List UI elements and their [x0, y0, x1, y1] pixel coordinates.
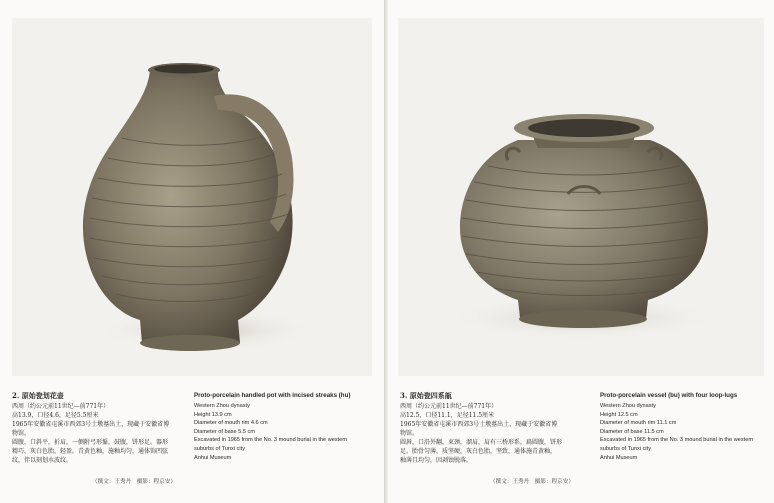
- handled-pot-photo: [12, 18, 372, 376]
- left-zh-line: 精巧，灰白色胎，轻盈。青黄色釉，施釉均匀，通体饰凹弦: [12, 448, 169, 455]
- left-zh-line: 圆腹，口斜平，折肩，一侧附弓形鋬，鼓腹，饼形足。器形: [12, 439, 169, 446]
- left-en-line: Diameter of base 5.5 cm: [194, 428, 255, 435]
- left-zh-line: 1965年安徽省屯溪市西郊3号土墩墓出土，现藏于安徽省博: [12, 421, 170, 428]
- right-en-line: Western Zhou dynasty: [600, 403, 656, 409]
- right-zh-line: 高12.5，口径11.1，足径11.5厘米: [400, 412, 495, 419]
- left-chinese-title: 2. 原始瓷划花壶: [12, 391, 64, 400]
- right-zh-line: 物馆。: [400, 430, 419, 437]
- left-en-line: Diameter of mouth rim 4.6 cm: [194, 420, 268, 427]
- right-en-line: Diameter of mouth rim 11.1 cm: [600, 420, 677, 427]
- left-zh-line: 高13.9，口径4.6，足径5.5厘米: [12, 412, 99, 419]
- right-zh-line: 足。胎骨匀薄，质坚硬，灰白色胎，坚致，通体施青黄釉，: [400, 448, 557, 455]
- left-page: [0, 0, 384, 503]
- four-lug-vessel-illustration: [398, 18, 764, 376]
- left-zh-line: 纹，伴以刻划水波纹。: [12, 457, 73, 464]
- right-en-line: Height 12.5 cm: [600, 411, 638, 418]
- left-en-line: suburbs of Tunxi city: [194, 445, 245, 452]
- right-credit: （撰文：王秀丹 摄影：程京安）: [490, 479, 574, 485]
- left-en-line: Western Zhou dynasty: [194, 403, 250, 409]
- right-zh-line: 1965年安徽省屯溪市西郊3号土墩墓出土，现藏于安徽省博: [400, 421, 558, 428]
- right-page: [388, 0, 774, 503]
- left-en-line: Excavated in 1965 from the No. 3 mound burial in the western: [194, 437, 348, 444]
- left-en-line: Anhui Museum: [194, 454, 232, 461]
- left-zh-line: 物馆。: [12, 430, 31, 437]
- four-lug-vessel-photo: [398, 18, 764, 376]
- right-chinese-title: 3. 原始瓷四系瓿: [400, 391, 452, 400]
- right-chinese-caption: [400, 391, 590, 465]
- right-en-line: Diameter of base 11.5 cm: [600, 428, 664, 435]
- right-en-line: Anhui Museum: [600, 454, 638, 461]
- right-en-line: suburbs of Tunxi city: [600, 445, 651, 452]
- left-credit: （撰文：王秀丹 摄影：程京安）: [92, 479, 176, 485]
- right-zh-line: 圆唇，口沿外翻，束颈，溜肩，肩有三桥形系，扁圆腹，饼形: [400, 439, 563, 446]
- left-english-title: Proto-porcelain handled pot with incised streaks (hu): [194, 392, 351, 399]
- right-zh-line: 釉薄且均匀，因剥蚀脱落。: [400, 457, 473, 464]
- left-en-line: Height 13.9 cm: [194, 411, 232, 418]
- left-chinese-caption: [12, 391, 188, 465]
- right-english-title: Proto-porcelain vessel (bu) with four loop-lugs: [600, 392, 738, 399]
- right-zh-line: 西周（约公元前11世纪—前771年）: [400, 403, 498, 410]
- right-english-caption: [600, 391, 772, 462]
- handled-pot-illustration: [12, 18, 372, 376]
- left-english-caption: [194, 391, 374, 462]
- right-en-line: Excavated in 1965 from the No. 3 mound burial in the western: [600, 437, 754, 444]
- left-zh-line: 西周（约公元前11世纪—前771年）: [12, 403, 110, 410]
